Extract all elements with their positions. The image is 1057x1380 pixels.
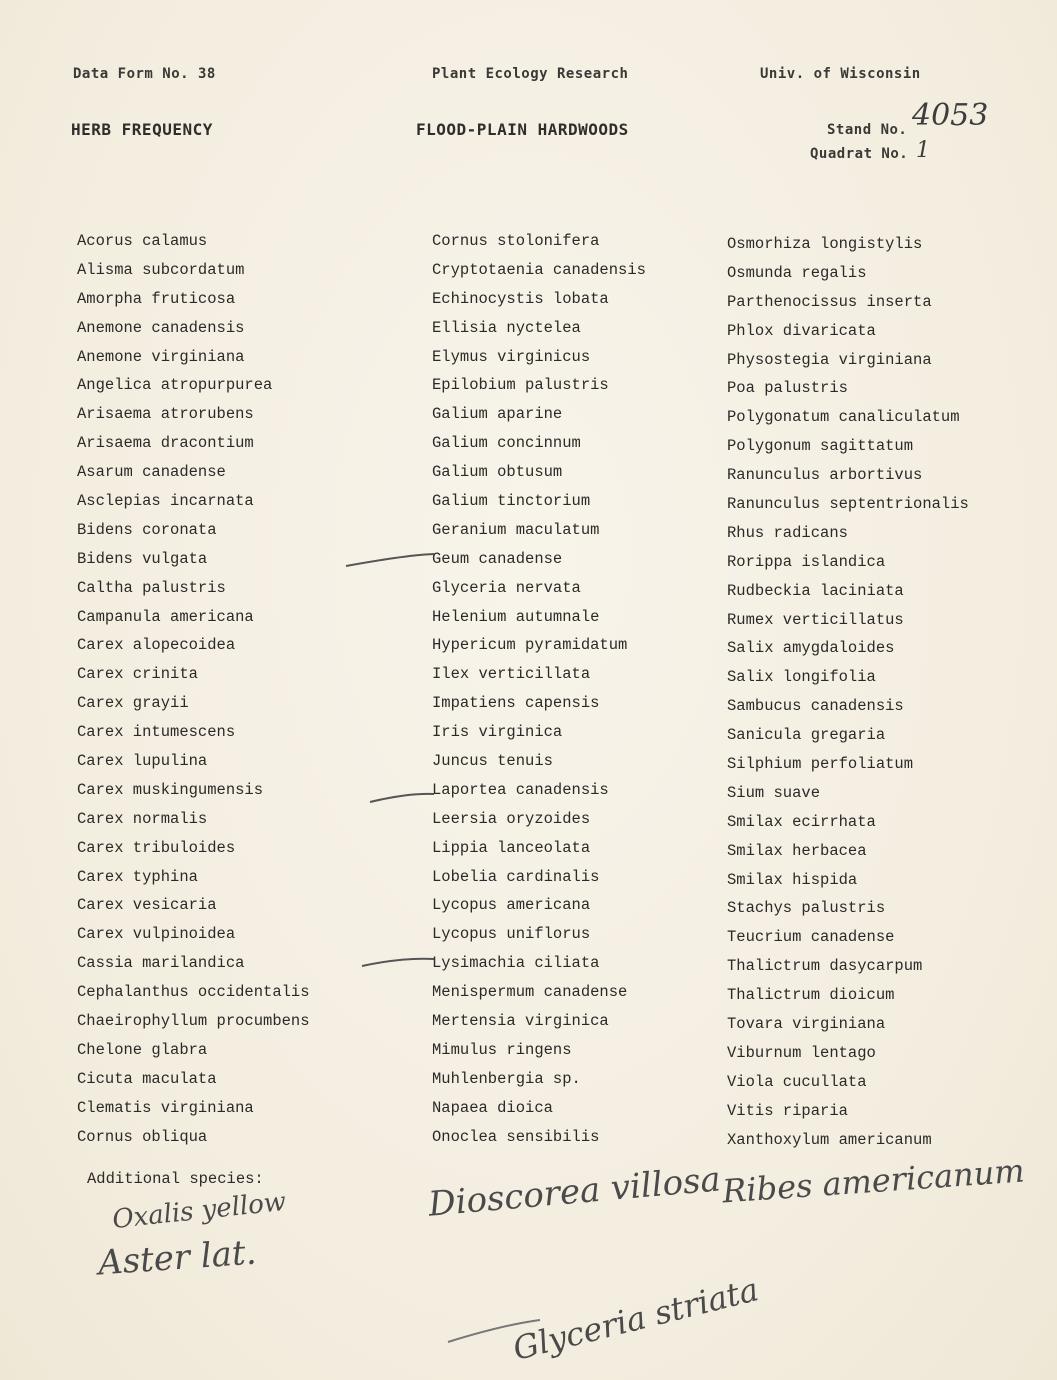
species-item: Cornus stolonifera: [432, 232, 600, 250]
species-item: Chelone glabra: [77, 1040, 208, 1059]
species-item: Arisaema dracontium: [77, 434, 254, 453]
species-item: Sambucus canadensis: [727, 697, 904, 716]
species-item: Carex alopecoidea: [77, 636, 236, 655]
species-item: Smilax ecirrhata: [727, 812, 876, 831]
species-item: Bidens vulgata: [77, 549, 208, 568]
species-item: Ranunculus septentrionalis: [727, 495, 969, 514]
species-item: Ilex verticillata: [432, 665, 591, 684]
species-item: Carex muskingumensis: [77, 780, 264, 799]
species-item: Geranium maculatum: [432, 520, 600, 539]
form-number: Data Form No. 38: [73, 66, 216, 82]
species-item: Ellisia nyctelea: [432, 318, 581, 337]
species-item: Chaeirophyllum procumbens: [77, 1012, 310, 1031]
species-item: Juncus tenuis: [432, 752, 553, 771]
species-item: Napaea dioica: [432, 1098, 553, 1117]
species-item: Salix longifolia: [727, 668, 876, 687]
species-item: Asclepias incarnata: [77, 492, 254, 511]
species-item: Muhlenbergia sp.: [432, 1069, 581, 1088]
species-item: Carex tribuloides: [77, 838, 236, 857]
handwritten-dioscorea: Dioscorea villosa: [426, 1159, 723, 1225]
species-item: Cicuta maculata: [77, 1069, 217, 1088]
species-item: Impatiens capensis: [432, 694, 600, 713]
species-item: Teucrium canadense: [727, 928, 895, 947]
species-item: Sanicula gregaria: [727, 726, 886, 745]
handwritten-glyceria: Glyceria striata: [509, 1270, 763, 1368]
species-item: Thalictrum dasycarpum: [727, 957, 923, 976]
species-item: Echinocystis lobata: [432, 289, 609, 308]
species-item: Lippia lanceolata: [432, 838, 591, 857]
species-item: Carex lupulina: [77, 752, 208, 771]
quadrat-label: Quadrat No.: [810, 146, 909, 162]
species-item: Tovara virginiana: [727, 1015, 886, 1034]
stand-label: Stand No.: [827, 122, 908, 138]
species-item: Mimulus ringens: [432, 1040, 572, 1059]
species-item: Galium aparine: [432, 405, 563, 424]
species-item: Osmunda regalis: [727, 263, 867, 282]
species-item: Menispermum canadense: [432, 983, 628, 1002]
species-item: Helenium autumnale: [432, 607, 600, 626]
species-item: Cornus obliqua: [77, 1127, 208, 1146]
stand-number: 4053: [912, 98, 989, 133]
flood-plain-title: FLOOD-PLAIN HARDWOODS: [416, 120, 629, 139]
species-item: Ranunculus arbortivus: [727, 466, 923, 485]
species-item: Rumex verticillatus: [727, 610, 904, 629]
species-item: Geum canadense: [432, 549, 563, 568]
species-item: Smilax herbacea: [727, 841, 867, 860]
species-item: Iris virginica: [432, 723, 563, 742]
species-item: Polygonum sagittatum: [727, 437, 914, 456]
university: Univ. of Wisconsin: [760, 66, 921, 82]
check-mark-geum: [346, 554, 434, 566]
check-mark-lysimachia: [362, 959, 434, 966]
species-item: Rorippa islandica: [727, 552, 886, 571]
additional-species-label: Additional species:: [87, 1170, 264, 1188]
species-item: Acorus calamus: [77, 232, 208, 250]
handwritten-oxalis: Oxalis yellow: [110, 1186, 288, 1236]
species-item: Galium obtusum: [432, 463, 563, 482]
species-item: Silphium perfoliatum: [727, 755, 914, 774]
species-item: Sium suave: [727, 783, 821, 802]
species-column-1: [77, 227, 310, 1152]
species-item: Anemone canadensis: [77, 318, 245, 337]
species-item: Rudbeckia laciniata: [727, 581, 904, 600]
herb-frequency-title: HERB FREQUENCY: [71, 120, 213, 139]
species-column-3: [727, 230, 969, 1155]
quadrat-number: 1: [916, 138, 930, 163]
species-item: Carex typhina: [77, 867, 198, 886]
species-item: Lobelia cardinalis: [432, 867, 600, 886]
species-item: Arisaema atrorubens: [77, 405, 254, 424]
species-item: Lysimachia ciliata: [432, 954, 600, 973]
species-item: Elymus virginicus: [432, 347, 591, 366]
species-item: Parthenocissus inserta: [727, 292, 932, 311]
species-item: Asarum canadense: [77, 463, 226, 482]
handwritten-aster: Aster lat.: [96, 1232, 258, 1284]
species-item: Thalictrum dioicum: [727, 986, 895, 1005]
species-item: Galium concinnum: [432, 434, 581, 453]
species-item: Carex intumescens: [77, 723, 236, 742]
species-item: Cassia marilandica: [77, 954, 245, 973]
species-item: Amorpha fruticosa: [77, 289, 236, 308]
species-item: Vitis riparia: [727, 1101, 848, 1120]
species-item: Cephalanthus occidentalis: [77, 983, 310, 1002]
species-item: Physostegia virginiana: [727, 350, 932, 369]
species-item: Cryptotaenia canadensis: [432, 260, 646, 279]
species-item: Viola cucullata: [727, 1072, 867, 1091]
species-item: Bidens coronata: [77, 520, 217, 539]
organization: Plant Ecology Research: [432, 66, 629, 82]
species-item: Salix amygdaloides: [727, 639, 895, 658]
species-item: Viburnum lentago: [727, 1043, 876, 1062]
species-item: Stachys palustris: [727, 899, 886, 918]
species-item: Carex vesicaria: [77, 896, 217, 915]
species-item: Angelica atropurpurea: [77, 376, 273, 395]
species-item: Leersia oryzoides: [432, 809, 591, 828]
species-item: Mertensia virginica: [432, 1012, 609, 1031]
species-column-2: [432, 227, 646, 1152]
species-item: Glyceria nervata: [432, 578, 581, 597]
species-item: Alisma subcordatum: [77, 260, 245, 279]
species-item: Carex grayii: [77, 694, 189, 713]
species-item: Polygonatum canaliculatum: [727, 408, 960, 427]
handwritten-ribes: Ribes americanum: [721, 1151, 1026, 1211]
species-item: Poa palustris: [727, 379, 848, 398]
species-item: Smilax hispida: [727, 870, 858, 889]
species-item: Epilobium palustris: [432, 376, 609, 395]
check-mark-laportea: [370, 794, 434, 802]
species-item: Campanula americana: [77, 607, 254, 626]
species-item: Onoclea sensibilis: [432, 1127, 600, 1146]
species-item: Anemone virginiana: [77, 347, 245, 366]
species-item: Carex vulpinoidea: [77, 925, 236, 944]
species-item: Xanthoxylum americanum: [727, 1130, 932, 1149]
species-item: Caltha palustris: [77, 578, 226, 597]
species-item: Osmorhiza longistylis: [727, 235, 923, 253]
species-item: Clematis virginiana: [77, 1098, 254, 1117]
species-item: Lycopus uniflorus: [432, 925, 591, 944]
species-item: Carex crinita: [77, 665, 198, 684]
species-item: Carex normalis: [77, 809, 208, 828]
species-item: Hypericum pyramidatum: [432, 636, 628, 655]
species-item: Lycopus americana: [432, 896, 591, 915]
species-item: Rhus radicans: [727, 523, 848, 542]
species-item: Phlox divaricata: [727, 321, 876, 340]
species-item: Laportea canadensis: [432, 780, 609, 799]
species-item: Galium tinctorium: [432, 492, 591, 511]
